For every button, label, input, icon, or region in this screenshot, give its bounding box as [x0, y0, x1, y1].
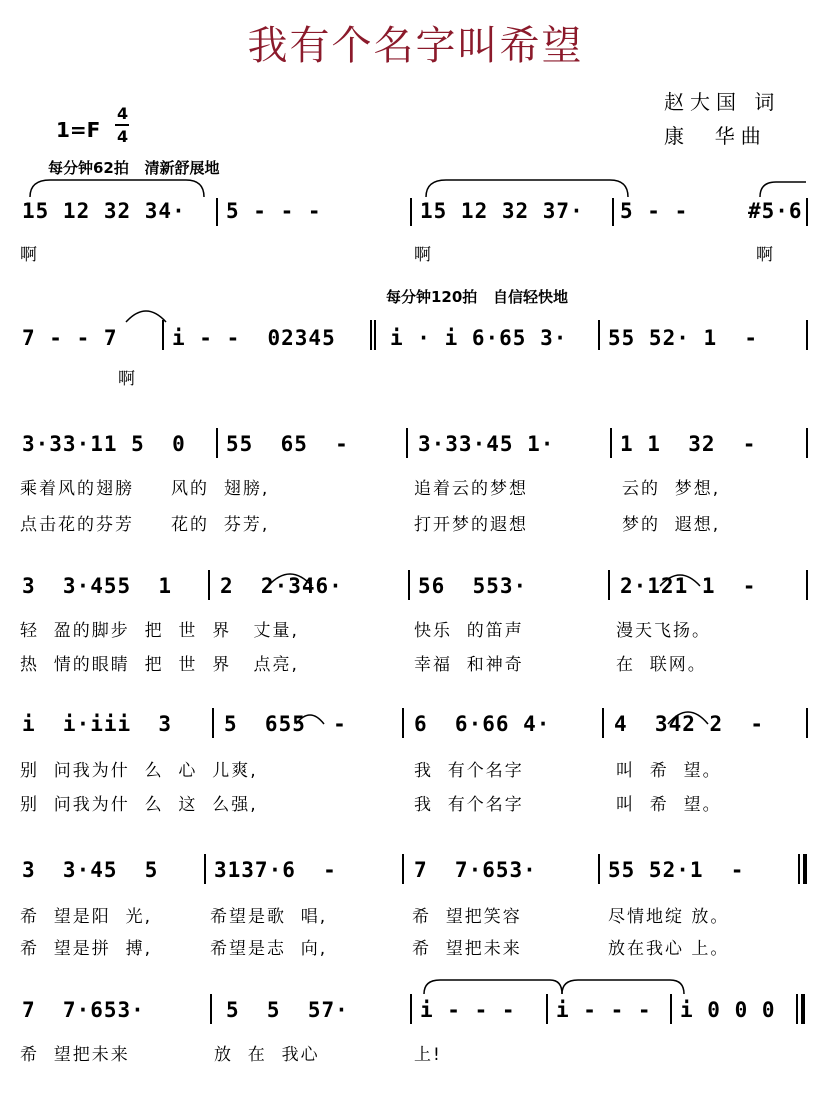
measure: i 0 0 0	[680, 998, 776, 1022]
lyric: 别 问我为什 么 心 儿爽,	[20, 761, 258, 781]
measure: i - - -	[556, 998, 652, 1022]
lyric: 上!	[414, 1045, 442, 1065]
measure: 3137·6 -	[214, 858, 337, 882]
measure: 7 - - 7	[22, 326, 118, 350]
lyricist-credit: 赵大国 词	[664, 90, 781, 114]
measure: 7 7·653·	[22, 998, 145, 1022]
lyric: 快乐 的笛声	[414, 621, 524, 641]
measure: 5 - - -	[226, 199, 322, 223]
lyric: 轻 盈的脚步 把 世 界 丈量,	[20, 621, 299, 641]
lyric: 放在我心 上。	[608, 939, 730, 959]
lyric: 我 有个名字	[414, 761, 524, 781]
tempo-main: 每分钟120拍 自信轻快地	[386, 288, 568, 306]
slur-arc	[760, 182, 806, 197]
lyric: 我 有个名字	[414, 795, 524, 815]
measure: #5·6	[748, 199, 803, 223]
measure: 4 342 2 -	[614, 712, 765, 736]
lyric: 希 望是阳 光,	[20, 907, 153, 927]
measure: 55 65 -	[226, 432, 349, 456]
key-signature: 1=F	[56, 118, 101, 142]
lyric: 希望是歌 唱,	[210, 907, 328, 927]
lyric: 热 情的眼睛 把 世 界 点亮,	[20, 655, 299, 675]
lyric: 别 问我为什 么 这 么强,	[20, 795, 258, 815]
lyric: 幸福 和神奇	[414, 655, 524, 675]
lyric: 啊	[756, 245, 775, 265]
measure: i · i 6·65 3·	[390, 326, 568, 350]
lyric: 叫 希 望。	[616, 795, 722, 815]
lyric: 希 望把未来	[412, 939, 522, 959]
measure: 3·33·45 1·	[418, 432, 555, 456]
lyric: 乘着风的翅膀 风的 翅膀,	[20, 479, 270, 499]
lyric: 尽情地绽 放。	[608, 907, 730, 927]
measure: 5 - -	[620, 199, 689, 223]
lyric: 点击花的芬芳 花的 芬芳,	[20, 515, 270, 535]
measure: 15 12 32 34·	[22, 199, 186, 223]
measure: 55 52·1 -	[608, 858, 745, 882]
measure: i - - -	[420, 998, 516, 1022]
slur-arc	[30, 180, 204, 197]
measure: 2 2·346·	[220, 574, 343, 598]
slur-arc	[660, 575, 700, 586]
measure: 5 655 -	[224, 712, 347, 736]
measure: 55 52· 1 -	[608, 326, 759, 350]
lyric: 希 望把笑容	[412, 907, 522, 927]
tie-arc	[424, 980, 562, 994]
measure: i - - 02345	[172, 326, 336, 350]
lyric: 梦的 遐想,	[622, 515, 721, 535]
lyric: 云的 梦想,	[622, 479, 721, 499]
lyric: 叫 希 望。	[616, 761, 722, 781]
time-signature-bottom: 4	[117, 127, 129, 146]
lyric: 希 望把未来	[20, 1045, 130, 1065]
tie-arc	[562, 980, 684, 994]
lyric: 漫天飞扬。	[616, 621, 711, 641]
lyric: 追着云的梦想	[414, 479, 528, 499]
lyric: 放 在 我心	[214, 1045, 320, 1065]
measure: 3 3·45 5	[22, 858, 159, 882]
lyric: 希望是志 向,	[210, 939, 328, 959]
song-title: 我有个名字叫希望	[247, 23, 584, 69]
measure: 7 7·653·	[414, 858, 537, 882]
lyric: 打开梦的遐想	[414, 515, 528, 535]
lyric: 在 联网。	[616, 655, 707, 675]
lyric: 啊	[414, 245, 433, 265]
lyric: 啊	[20, 245, 39, 265]
measure: 5 5 57·	[226, 998, 349, 1022]
measure: 3·33·11 5 0	[22, 432, 186, 456]
slur-arc	[426, 180, 628, 197]
measure: 2·121 1 -	[620, 574, 757, 598]
slur-arc	[126, 311, 166, 322]
slur-arc	[668, 712, 708, 724]
time-signature-top: 4	[117, 104, 129, 123]
measure: 15 12 32 37·	[420, 199, 584, 223]
composer-credit: 康 华曲	[664, 124, 767, 148]
slur-arc	[296, 715, 324, 724]
measure: 6 6·66 4·	[414, 712, 551, 736]
lyric: 啊	[118, 369, 137, 389]
measure: 56 553·	[418, 574, 528, 598]
slur-arc	[268, 574, 312, 586]
measure: 3 3·455 1	[22, 574, 173, 598]
lyric: 希 望是拼 搏,	[20, 939, 153, 959]
tempo-intro: 每分钟62拍 清新舒展地	[48, 159, 220, 177]
measure: 1 1 32 -	[620, 432, 757, 456]
measure: i i·iii 3	[22, 712, 173, 736]
